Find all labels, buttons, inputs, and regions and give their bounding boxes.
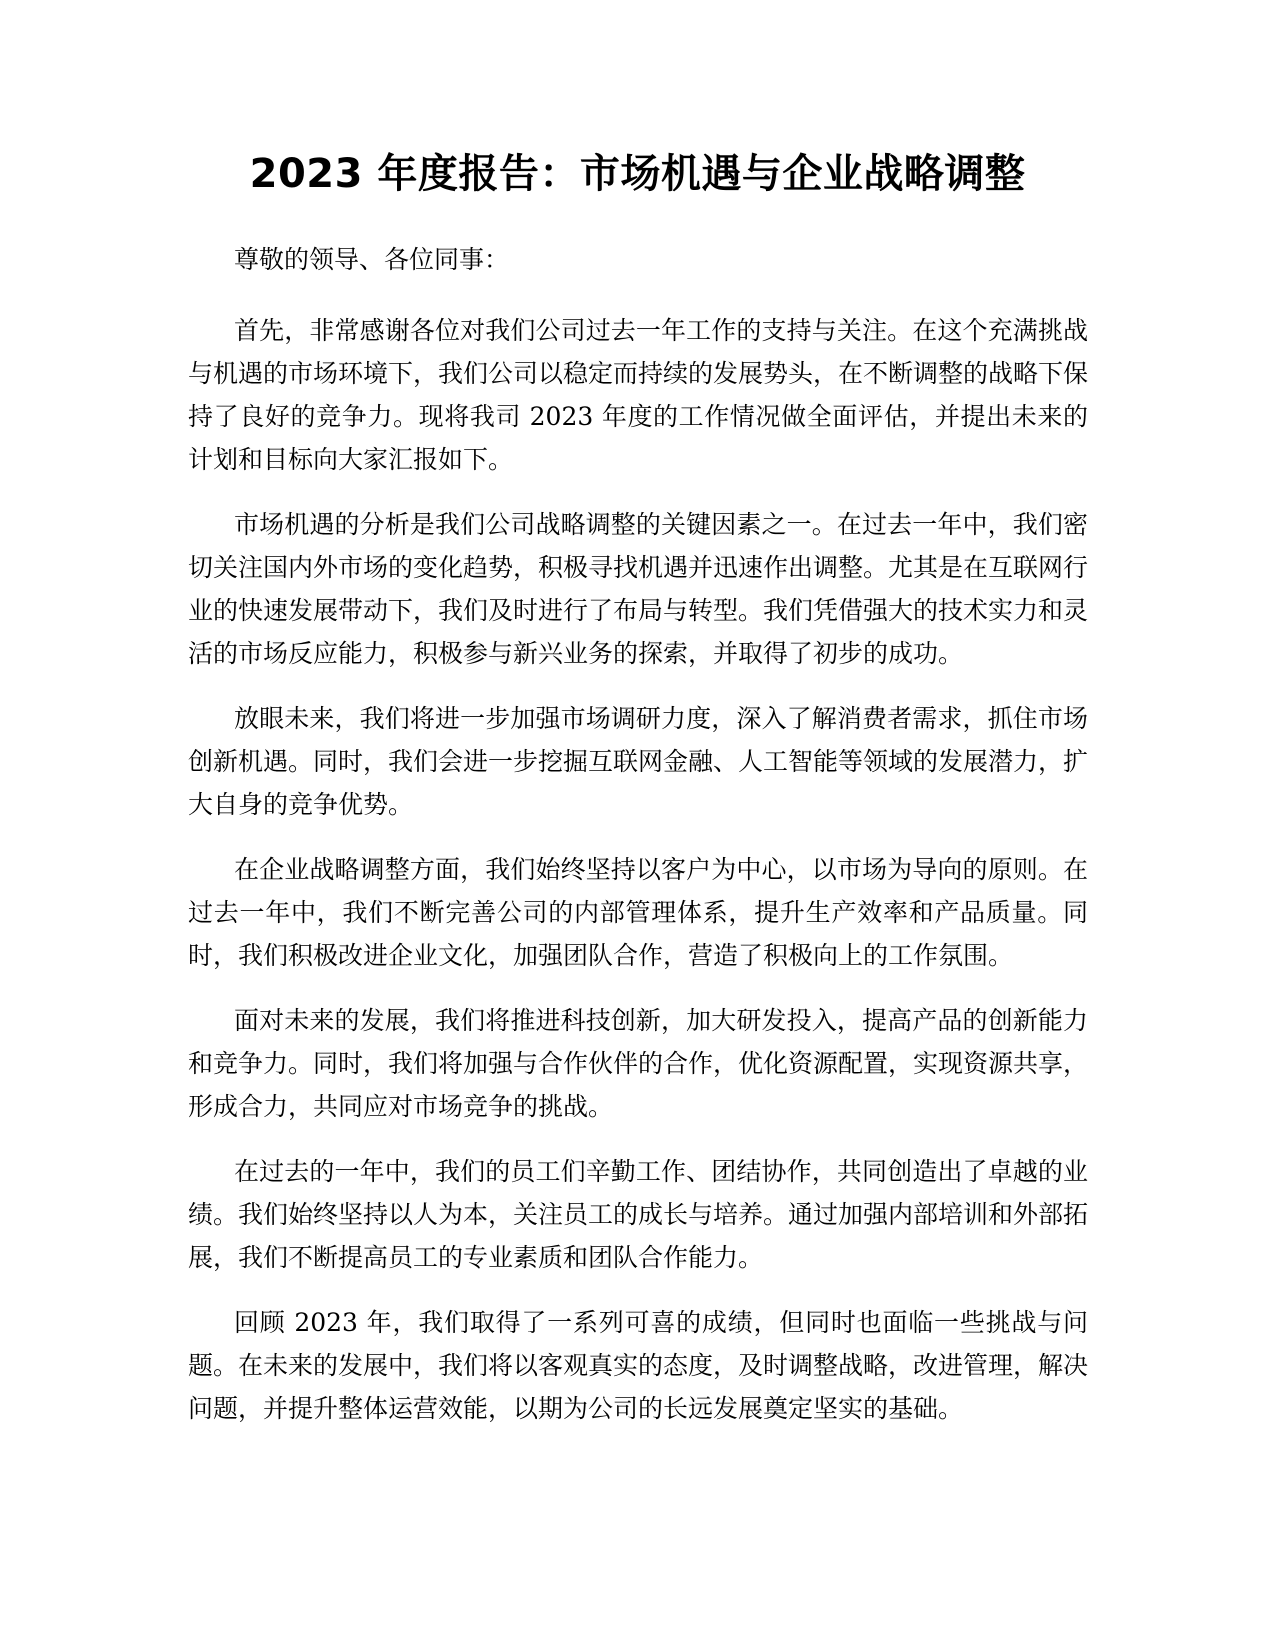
paragraph-strategy-adjustment: 在企业战略调整方面，我们始终坚持以客户为中心，以市场为导向的原则。在过去一年中，我们不断完善公司的内部管理体系，提升生产效率和产品质量。同时，我们积极改进企业文化，加强团队合作，营造了积极向上的工作氛围。 xyxy=(188,855,1088,970)
paragraph-employees: 在过去的一年中，我们的员工们辛勤工作、团结协作，共同创造出了卓越的业绩。我们始终坚持以人为本，关注员工的成长与培养。通过加强内部培训和外部拓展，我们不断提高员工的专业素质和团队合作能力。 xyxy=(188,1157,1089,1272)
paragraph-future-development: 面对未来的发展，我们将推进科技创新，加大研发投入，提高产品的创新能力和竞争力。同时，我们将加强与合作伙伴的合作，优化资源配置，实现资源共享，形成合力，共同应对市场竞争的挑战。 xyxy=(188,1006,1089,1121)
document-title: 2023 年度报告：市场机遇与企业战略调整 xyxy=(249,151,1026,197)
salutation: 尊敬的领导、各位同事： xyxy=(234,245,510,274)
paragraph-intro: 首先，非常感谢各位对我们公司过去一年工作的支持与关注。在这个充满挑战与机遇的市场环境下，我们公司以稳定而持续的发展势头，在不断调整的战略下保持了良好的竞争力。现将我司 2023 年度的工作情况做全面评估，并提出未来的计划和目标向大家汇报如下。 xyxy=(188,316,1089,474)
paragraph-market-opportunity: 市场机遇的分析是我们公司战略调整的关键因素之一。在过去一年中，我们密切关注国内外市场的变化趋势，积极寻找机遇并迅速作出调整。尤其是在互联网行业的快速发展带动下，我们及时进行了布局与转型。我们凭借强大的技术实力和灵活的市场反应能力，积极参与新兴业务的探索，并取得了初步的成功。 xyxy=(188,510,1089,668)
paragraph-review: 回顾 2023 年，我们取得了一系列可喜的成绩，但同时也面临一些挑战与问题。在未来的发展中，我们将以客观真实的态度，及时调整战略，改进管理，解决问题，并提升整体运营效能，以期为公司的长远发展奠定坚实的基础。 xyxy=(188,1308,1089,1423)
paragraph-future-outlook: 放眼未来，我们将进一步加强市场调研力度，深入了解消费者需求，抓住市场创新机遇。同时，我们会进一步挖掘互联网金融、人工智能等领域的发展潜力，扩大自身的竞争优势。 xyxy=(188,704,1089,819)
document-body xyxy=(188,238,1088,1452)
